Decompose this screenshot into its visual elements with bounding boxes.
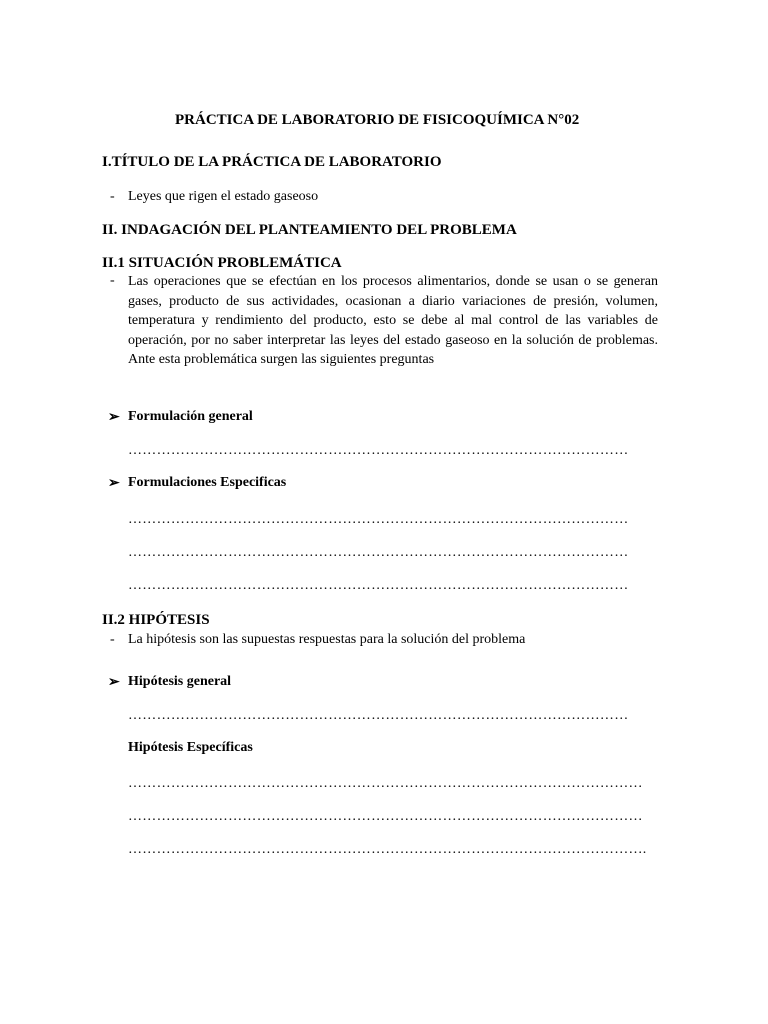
section-1-heading: I.TÍTULO DE LA PRÁCTICA DE LABORATORIO	[102, 154, 442, 170]
section-2-heading: II. INDAGACIÓN DEL PLANTEAMIENTO DEL PROBLEMA	[102, 222, 517, 238]
section-1-item: Leyes que rigen el estado gaseoso	[128, 189, 319, 204]
bullet-dash: -	[110, 273, 115, 288]
section-2-2-item: La hipótesis son las supuestas respuestas para la solución del problema	[128, 632, 526, 647]
answer-blank-line: ……………………………………………………………………………………………	[128, 512, 629, 527]
answer-blank-line: ……………………………………………………………………………………………	[128, 443, 629, 458]
answer-blank-line: ………………………………………………………………………………………………	[128, 809, 643, 824]
formulaciones-especificas-label: Formulaciones Especificas	[128, 475, 287, 490]
arrow-bullet-icon: ➢	[108, 476, 120, 491]
section-2-1-heading: II.1 SITUACIÓN PROBLEMÁTICA	[102, 255, 342, 271]
answer-blank-line: ……………………………………………………………………………………………	[128, 708, 629, 723]
arrow-bullet-icon: ➢	[108, 675, 120, 690]
formulacion-general-label: Formulación general	[128, 409, 253, 424]
document-title: PRÁCTICA DE LABORATORIO DE FISICOQUÍMICA N°02	[175, 112, 580, 128]
answer-blank-line: ………………………………………………………………………………………………	[128, 776, 643, 791]
answer-blank-line: ……………………………………………………………………………………………….	[128, 842, 647, 857]
situacion-paragraph	[128, 272, 658, 370]
arrow-bullet-icon: ➢	[108, 410, 120, 425]
answer-blank-line: ……………………………………………………………………………………………	[128, 545, 629, 560]
bullet-dash: -	[110, 632, 115, 647]
situacion-paragraph-text: Las operaciones que se efectúan en los procesos alimentarios, donde se usan o se generan gases, producto de sus actividades, ocasionan a diario variaciones de presión, volumen, temperatura y rendimiento del producto, esto se debe al mal control de las variables de operación, por no saber interpretar las leyes del estado gaseoso en la solución de problemas. Ante esta problemática surgen las siguientes preguntas	[128, 274, 658, 368]
section-2-2-heading: II.2 HIPÓTESIS	[102, 612, 210, 628]
hipotesis-especificas-label: Hipótesis Específicas	[128, 740, 253, 755]
answer-blank-line: ……………………………………………………………………………………………	[128, 578, 629, 593]
hipotesis-general-label: Hipótesis general	[128, 674, 232, 689]
bullet-dash: -	[110, 189, 115, 204]
